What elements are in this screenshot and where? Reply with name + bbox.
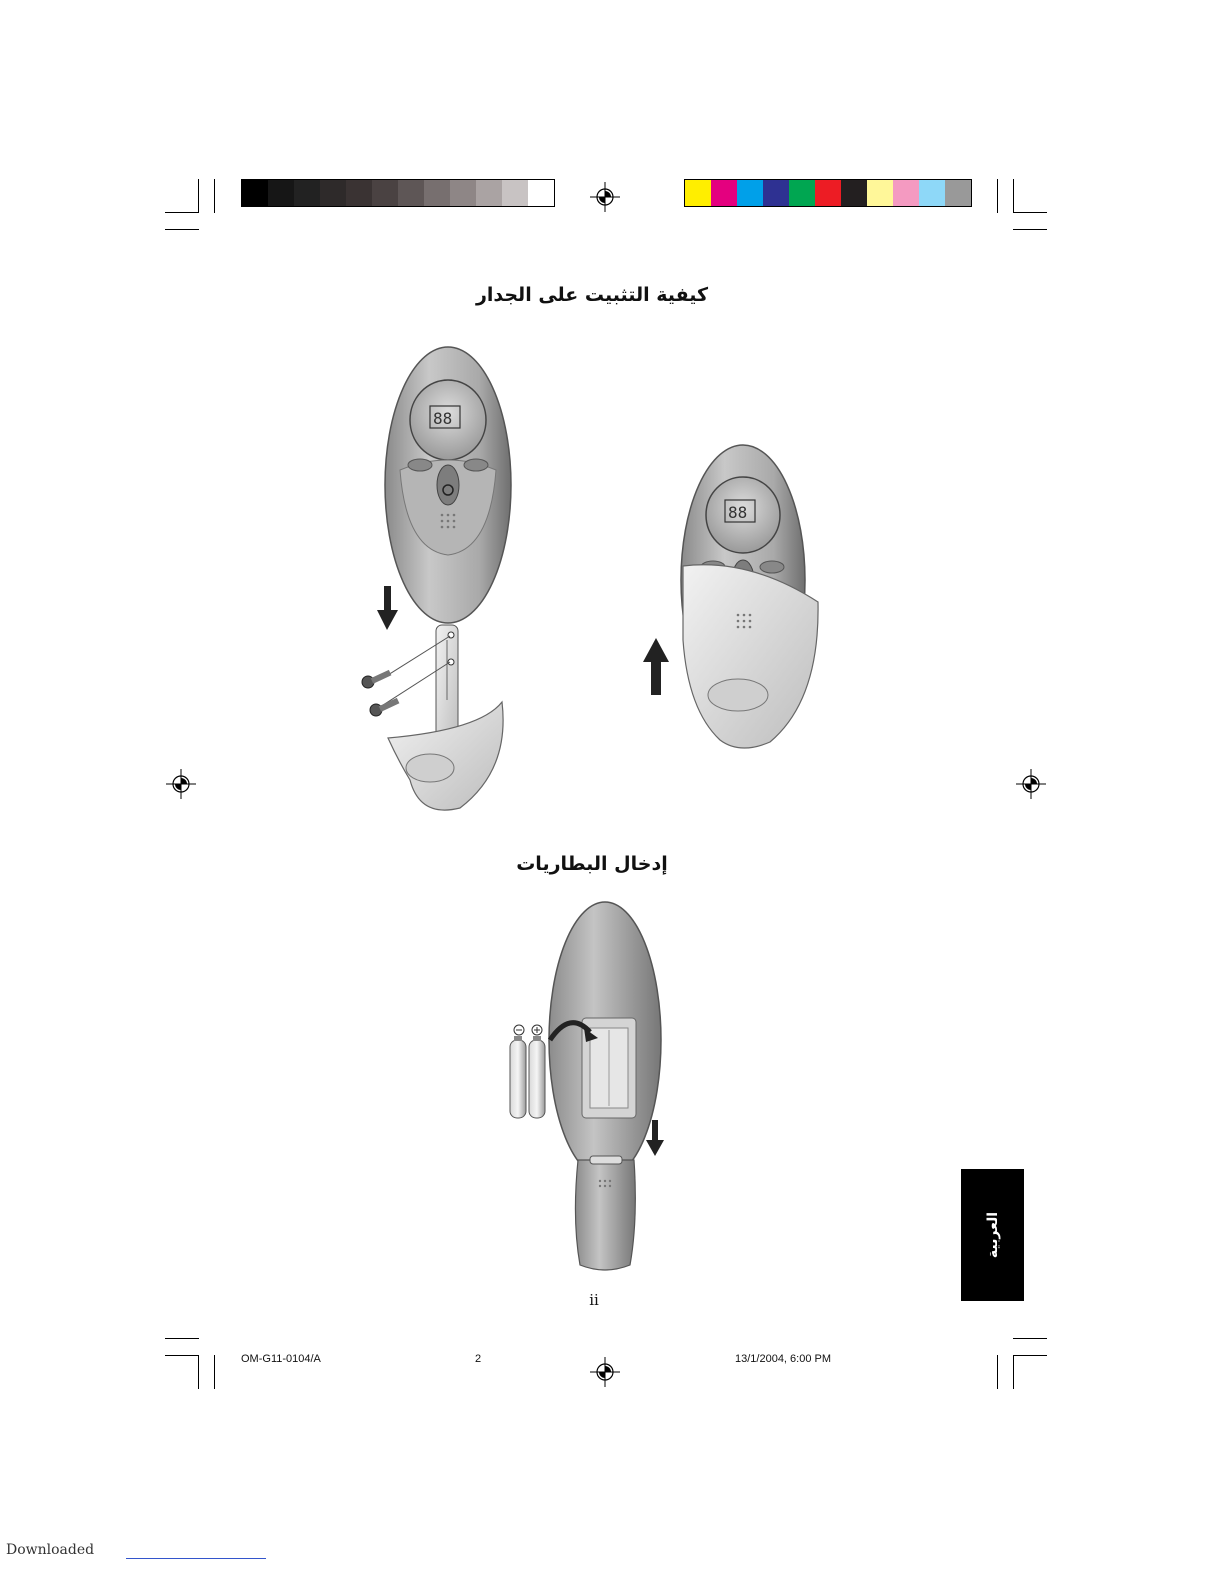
color-swatch — [242, 180, 268, 206]
crop-mark — [165, 1338, 199, 1339]
registration-mark-icon — [590, 182, 620, 212]
color-swatch — [867, 180, 893, 206]
color-swatch — [789, 180, 815, 206]
footer-doc-code: OM-G11-0104/A — [241, 1353, 321, 1365]
color-swatch — [945, 180, 971, 206]
color-swatch — [294, 180, 320, 206]
arrow-icon — [643, 638, 669, 695]
remote-right — [643, 445, 818, 748]
crop-mark — [1013, 1338, 1047, 1339]
battery-insert-heading: إدخال البطاريات — [516, 853, 668, 875]
registration-mark-icon — [1016, 769, 1046, 799]
wall-mount-illustration — [350, 340, 830, 820]
svg-text:88: 88 — [728, 503, 748, 522]
color-swatch — [528, 180, 554, 206]
crop-mark — [1013, 1355, 1047, 1356]
crop-mark — [997, 179, 998, 213]
color-swatch — [711, 180, 737, 206]
footer-sheet-number: 2 — [475, 1353, 482, 1365]
color-swatch — [919, 180, 945, 206]
download-watermark: Downloaded — [6, 1542, 95, 1558]
color-swatch — [320, 180, 346, 206]
crop-mark — [214, 179, 215, 213]
color-swatch — [502, 180, 528, 206]
gray-color-bar — [241, 179, 555, 207]
crop-mark — [198, 1355, 199, 1389]
process-color-bar — [684, 179, 972, 207]
battery-icon — [510, 1036, 526, 1118]
crop-mark — [1013, 1355, 1014, 1389]
remote-left — [362, 347, 511, 810]
link-underline[interactable] — [126, 1558, 266, 1559]
language-tab-label: العربية — [984, 1211, 1001, 1259]
crop-mark — [165, 1355, 199, 1356]
page-number: ii — [589, 1291, 599, 1309]
crop-mark — [1013, 212, 1047, 213]
color-swatch — [893, 180, 919, 206]
crop-mark — [165, 229, 199, 230]
registration-mark-icon — [166, 769, 196, 799]
color-swatch — [841, 180, 867, 206]
arrow-icon — [377, 586, 398, 630]
color-swatch — [372, 180, 398, 206]
crop-mark — [165, 212, 199, 213]
wall-mount-heading: كيفية التثبيت على الجدار — [475, 284, 709, 306]
svg-text:88: 88 — [433, 409, 453, 428]
color-swatch — [476, 180, 502, 206]
language-side-tab — [961, 1169, 1024, 1301]
color-swatch — [268, 180, 294, 206]
crop-mark — [1013, 179, 1014, 213]
color-swatch — [346, 180, 372, 206]
registration-mark-icon — [590, 1357, 620, 1387]
battery-illustration — [500, 900, 700, 1275]
color-swatch — [737, 180, 763, 206]
battery-icon — [529, 1036, 545, 1118]
color-swatch — [763, 180, 789, 206]
crop-mark — [214, 1355, 215, 1389]
footer-datetime: 13/1/2004, 6:00 PM — [735, 1353, 832, 1365]
color-swatch — [815, 180, 841, 206]
crop-mark — [198, 179, 199, 213]
color-swatch — [685, 180, 711, 206]
crop-mark — [997, 1355, 998, 1389]
color-swatch — [450, 180, 476, 206]
color-swatch — [424, 180, 450, 206]
color-swatch — [398, 180, 424, 206]
crop-mark — [1013, 229, 1047, 230]
